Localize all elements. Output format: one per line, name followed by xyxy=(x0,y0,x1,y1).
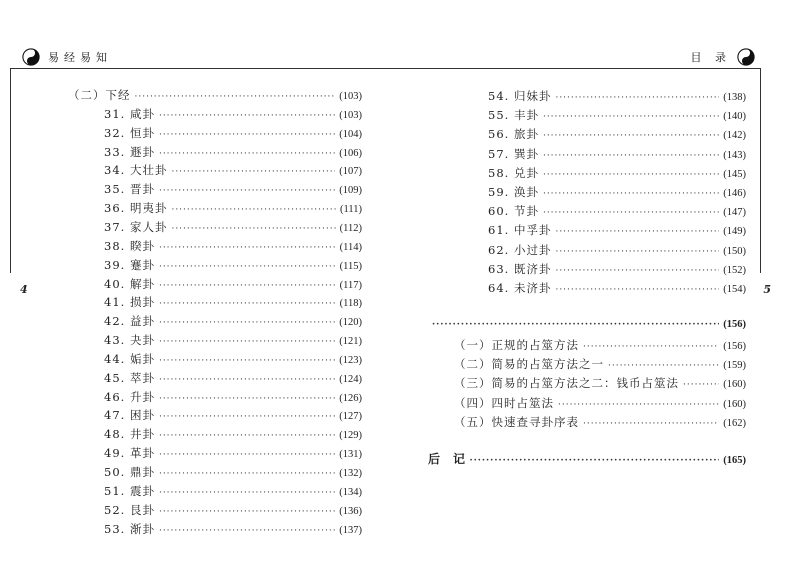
leader-dots xyxy=(159,503,335,521)
toc-entry-page: (149) xyxy=(723,226,746,238)
toc-entry-label: 54. 归妹卦 xyxy=(488,89,552,103)
toc-entry-page: (103) xyxy=(339,109,362,121)
toc-entry-label: 41. 损卦 xyxy=(104,295,155,310)
toc-entry-label: 33. 遯卦 xyxy=(104,144,155,159)
leader-dots xyxy=(432,316,719,334)
leader-dots xyxy=(159,145,335,163)
toc-entry-label: 46. 升卦 xyxy=(104,389,155,404)
toc-entry-page: (137) xyxy=(339,524,362,536)
leader-dots xyxy=(543,185,719,203)
leader-dots xyxy=(159,427,335,445)
toc-entry-page: (106) xyxy=(339,147,362,159)
toc-entry-label: （二）下经 xyxy=(68,88,131,102)
toc-entry-page: (165) xyxy=(723,455,746,466)
toc-entry-page: (150) xyxy=(723,245,746,257)
toc-entry xyxy=(488,241,746,259)
leader-dots xyxy=(159,107,335,125)
toc-entry-page: (145) xyxy=(723,168,746,180)
toc-entry-label: （四）四时占筮法 xyxy=(454,395,554,410)
toc-entry xyxy=(488,279,746,297)
toc-entry-page: (152) xyxy=(723,264,746,276)
toc-entry-page: (103) xyxy=(339,91,362,102)
toc-entry-label: 50. 鼎卦 xyxy=(104,465,155,479)
leader-dots xyxy=(543,127,719,145)
leader-dots xyxy=(159,258,336,276)
toc-entry xyxy=(104,275,362,293)
leader-dots xyxy=(555,281,719,299)
leader-dots xyxy=(470,452,720,470)
toc-entry-page: (123) xyxy=(339,354,362,366)
toc-entry-page: (109) xyxy=(339,185,362,197)
leader-dots xyxy=(159,126,335,144)
toc-entry-label: 43. 夬卦 xyxy=(104,333,155,348)
toc-entry-page: (159) xyxy=(723,360,746,372)
toc-entry xyxy=(104,124,362,142)
toc-afterword xyxy=(428,450,746,468)
leader-dots xyxy=(555,262,719,280)
leader-dots xyxy=(159,484,335,502)
toc-entry-label: 63. 既济卦 xyxy=(488,261,552,276)
toc-entry-page: (160) xyxy=(723,398,746,410)
toc-entry xyxy=(488,221,746,239)
toc-entry xyxy=(488,125,746,143)
yin-yang-icon xyxy=(22,48,40,66)
toc-entry-page: (156) xyxy=(723,341,746,352)
toc-entry-page: (142) xyxy=(723,130,746,142)
toc-entry-page: (111) xyxy=(340,204,362,216)
toc-entry-label: 55. 丰卦 xyxy=(488,108,539,123)
toc-entry-page: (140) xyxy=(723,111,746,123)
toc-entry-page: (127) xyxy=(339,411,362,423)
toc-entry-page: (138) xyxy=(723,92,746,103)
toc-entry xyxy=(104,444,362,462)
leader-dots xyxy=(583,415,719,433)
leader-dots xyxy=(159,446,335,464)
leader-dots xyxy=(159,314,335,332)
toc-entry-page: (107) xyxy=(339,166,362,178)
leader-dots xyxy=(555,89,719,107)
toc-entry xyxy=(104,180,362,198)
toc-entry-page: (112) xyxy=(339,222,362,234)
toc-entry-label: 59. 涣卦 xyxy=(488,185,539,199)
toc-entry xyxy=(104,482,362,500)
toc-entry-page: (136) xyxy=(339,505,362,517)
toc-entry-page: (126) xyxy=(339,392,362,404)
toc-subsection xyxy=(454,355,746,373)
toc-entry-label: （三）简易的占筮方法之二：钱币占筮法 xyxy=(454,376,679,391)
toc-entry-page: (162) xyxy=(723,417,746,429)
toc-entry-label: 37. 家人卦 xyxy=(104,219,168,234)
toc-entry xyxy=(488,183,746,201)
toc-entry-label: 34. 大壮卦 xyxy=(104,163,168,178)
toc-subsection xyxy=(454,394,746,412)
page-number: 5 xyxy=(763,283,771,296)
toc-entry-label: 40. 解卦 xyxy=(104,276,155,291)
book-title: 易经易知 xyxy=(48,51,112,64)
leader-dots xyxy=(543,204,719,222)
toc-entry xyxy=(488,164,746,182)
leader-dots xyxy=(558,396,719,414)
toc-entry-label: （一）正规的占筮方法 xyxy=(454,338,579,352)
toc-entry-page: (129) xyxy=(339,430,362,442)
toc-entry xyxy=(104,463,362,481)
toc-entry-label: 42. 益卦 xyxy=(104,314,155,329)
toc-entry-label: 51. 震卦 xyxy=(104,483,155,498)
right-page xyxy=(396,0,793,581)
leader-dots xyxy=(159,390,335,408)
toc-entry-page: (146) xyxy=(723,188,746,199)
toc-entry xyxy=(104,501,362,519)
toc-entry xyxy=(104,312,362,330)
page-number: 4 xyxy=(20,283,28,296)
toc-entry-label: 后 记 xyxy=(428,452,466,466)
toc-entry-page: (143) xyxy=(723,149,746,161)
toc-entry xyxy=(104,237,362,255)
toc-entry xyxy=(104,105,362,123)
toc-entry-page: (156) xyxy=(723,319,746,330)
toc-entry-page: (160) xyxy=(723,379,746,391)
toc-entry-page: (118) xyxy=(339,298,362,310)
toc-entry-page: (104) xyxy=(339,128,362,140)
toc-entry-page: (114) xyxy=(339,241,362,253)
toc-entry xyxy=(104,143,362,161)
toc-entry-label: 49. 革卦 xyxy=(104,446,155,461)
toc-entry xyxy=(104,388,362,406)
leader-dots xyxy=(543,166,719,184)
leader-dots xyxy=(159,408,335,426)
toc-entry-label: 62. 小过卦 xyxy=(488,242,552,257)
leader-dots xyxy=(159,371,335,389)
margin-rule xyxy=(760,68,761,273)
leader-dots xyxy=(543,147,719,165)
toc-entry xyxy=(104,161,362,179)
toc-entry-label: 38. 睽卦 xyxy=(104,238,155,253)
toc-entry xyxy=(488,87,746,105)
toc-entry xyxy=(104,256,362,274)
toc-entry xyxy=(104,425,362,443)
leader-dots xyxy=(159,239,336,257)
toc-entry-label: 61. 中孚卦 xyxy=(488,223,552,238)
toc-entry-label: 53. 渐卦 xyxy=(104,521,155,536)
toc-entry-label: 39. 蹇卦 xyxy=(104,257,155,272)
toc-entry xyxy=(104,406,362,424)
toc-entry-label: 58. 兑卦 xyxy=(488,165,539,180)
toc-entry-page: (124) xyxy=(339,373,362,385)
left-header xyxy=(22,46,112,68)
toc-entry xyxy=(104,199,362,217)
toc-entry-label: （二）简易的占筮方法之一 xyxy=(454,357,604,372)
toc-entry-label: 64. 未济卦 xyxy=(488,281,552,295)
leader-dots xyxy=(555,243,719,261)
toc-entry xyxy=(488,202,746,220)
margin-rule xyxy=(10,68,11,273)
toc-entry-label: 45. 萃卦 xyxy=(104,370,155,385)
contents-title: 目 录 xyxy=(690,51,731,64)
toc-entry-label: 60. 节卦 xyxy=(488,204,539,219)
leader-dots xyxy=(159,352,335,370)
toc-entry-page: (121) xyxy=(339,336,362,348)
toc-entry xyxy=(104,218,362,236)
toc-entry-page: (131) xyxy=(339,449,362,461)
toc-entry-page: (154) xyxy=(723,284,746,295)
leader-dots xyxy=(135,88,336,106)
leader-dots xyxy=(608,357,719,375)
toc-subsection xyxy=(454,336,746,354)
leader-dots xyxy=(159,295,336,313)
header-rule xyxy=(396,68,761,69)
leader-dots xyxy=(555,223,719,241)
toc-entry xyxy=(104,293,362,311)
toc-entry xyxy=(104,369,362,387)
toc-subsection xyxy=(454,374,746,392)
leader-dots xyxy=(159,333,335,351)
right-header xyxy=(691,46,756,68)
toc-entry-label: （五）快速查寻卦序表 xyxy=(454,414,579,429)
toc-entry-page: (134) xyxy=(339,486,362,498)
toc-entry xyxy=(104,331,362,349)
left-page xyxy=(0,0,396,581)
leader-dots xyxy=(159,182,335,200)
toc-entry-label: 52. 艮卦 xyxy=(104,502,155,517)
toc-subsection xyxy=(454,413,746,431)
toc-entry xyxy=(104,520,362,538)
toc-section-heading xyxy=(68,86,362,104)
toc-entry-page: (132) xyxy=(339,468,362,479)
toc-entry-page: (147) xyxy=(723,207,746,219)
toc-section-heading xyxy=(428,316,746,334)
toc-entry xyxy=(488,145,746,163)
toc-entry xyxy=(104,350,362,368)
toc-entry-label: 48. 井卦 xyxy=(104,427,155,442)
toc-entry-page: (115) xyxy=(339,260,362,272)
toc-entry-page: (117) xyxy=(339,279,362,291)
toc-entry-page: (120) xyxy=(339,317,362,329)
toc-entry-label: 56. 旅卦 xyxy=(488,127,539,142)
toc-entry-label: 32. 恒卦 xyxy=(104,125,155,140)
leader-dots xyxy=(159,522,335,540)
toc-entry-label: 47. 困卦 xyxy=(104,408,155,423)
leader-dots xyxy=(159,465,335,483)
toc-entry xyxy=(488,260,746,278)
header-rule xyxy=(10,68,396,69)
toc-entry-label: 35. 晋卦 xyxy=(104,182,155,197)
toc-entry-label: 57. 巽卦 xyxy=(488,146,539,161)
leader-dots xyxy=(159,277,336,295)
leader-dots xyxy=(171,201,336,219)
toc-entry-label: 31. 咸卦 xyxy=(104,106,155,121)
leader-dots xyxy=(171,220,335,238)
leader-dots xyxy=(171,163,335,181)
leader-dots xyxy=(583,338,719,356)
toc-entry-label: 36. 明夷卦 xyxy=(104,201,168,216)
leader-dots xyxy=(543,108,719,126)
leader-dots xyxy=(683,376,719,394)
toc-entry-label: 44. 姤卦 xyxy=(104,351,155,366)
toc-entry xyxy=(488,106,746,124)
yin-yang-icon xyxy=(737,48,755,66)
